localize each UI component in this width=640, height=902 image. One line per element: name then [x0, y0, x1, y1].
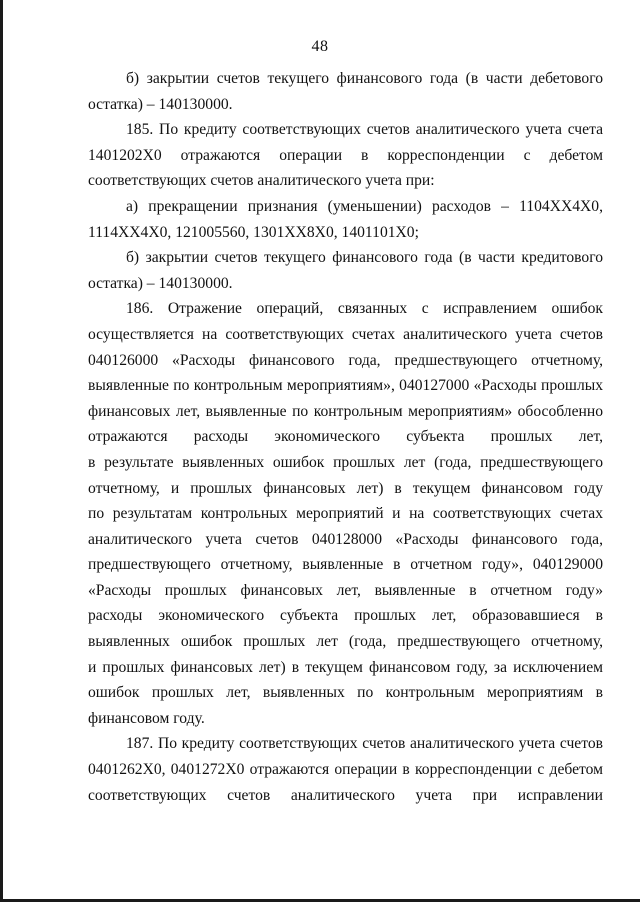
text-line: 186. Отражение операций, связанных с исправлением ошибок — [126, 300, 603, 318]
text-line: отчетному, и прошлых финансовых лет) в текущем финансовом году — [88, 479, 603, 497]
text-line: остатка) – 140130000. — [88, 95, 233, 113]
text-line: отражаются расходы экономического субъекта прошлых лет, — [88, 428, 603, 446]
text-line: 1114ХХ4Х0, 121005560, 1301ХХ8Х0, 1401101Х0; — [88, 223, 419, 241]
text-line: расходы экономического субъекта прошлых лет, образовавшиеся в — [88, 607, 603, 625]
scan-left-border — [0, 0, 3, 902]
text-line: а) прекращении признания (уменьшении) расходов – 1104ХХ4Х0, — [126, 197, 603, 215]
text-line: предшествующего отчетному, выявленные в отчетном году», 040129000 — [88, 556, 603, 574]
text-line: 1401202Х0 отражаются операции в корреспонденции с дебетом — [88, 146, 603, 164]
text-line: и прошлых финансовых лет) в текущем финансовом году, за исключением — [88, 658, 603, 676]
text-line: финансовом году. — [88, 709, 205, 727]
text-line: осуществляется на соответствующих счетах аналитического учета счетов — [88, 325, 603, 343]
text-line: б) закрытии счетов текущего финансового года (в части дебетового — [126, 70, 603, 87]
text-line: ошибок прошлых лет, выявленных по контрольным мероприятиям в — [88, 684, 603, 702]
text-line: 185. По кредиту соответствующих счетов аналитического учета счета — [126, 121, 603, 139]
document-body — [88, 66, 603, 808]
text-line: в результате выявленных ошибок прошлых лет (года, предшествующего — [88, 453, 603, 471]
text-line: финансовых лет, выявленные по контрольным мероприятиям» обособленно — [88, 402, 603, 420]
text-line: по результатам контрольных мероприятий и на соответствующих счетах — [88, 505, 603, 523]
text-line: выявленных ошибок прошлых лет (года, предшествующего отчетному, — [88, 633, 603, 651]
text-line: остатка) – 140130000. — [88, 274, 233, 292]
text-line: аналитического учета счетов 040128000 «Расходы финансового года, — [88, 530, 603, 548]
text-line: 040126000 «Расходы финансового года, предшествующего отчетному, — [88, 351, 603, 369]
text-line: выявленные по контрольным мероприятиям», 040127000 «Расходы прошлых — [88, 377, 603, 395]
page-number: 48 — [311, 38, 329, 55]
text-line: 0401262Х0, 0401272Х0 отражаются операции в корреспонденции с дебетом — [88, 761, 603, 779]
text-line: 187. По кредиту соответствующих счетов аналитического учета счетов — [126, 735, 603, 753]
text-line: б) закрытии счетов текущего финансового года (в части кредитового — [126, 249, 603, 267]
text-line: соответствующих счетов аналитического учета при: — [88, 172, 435, 190]
text-line: «Расходы прошлых финансовых лет, выявленные в отчетном году» — [88, 581, 603, 599]
text-line: соответствующих счетов аналитического учета при исправлении — [88, 786, 603, 804]
